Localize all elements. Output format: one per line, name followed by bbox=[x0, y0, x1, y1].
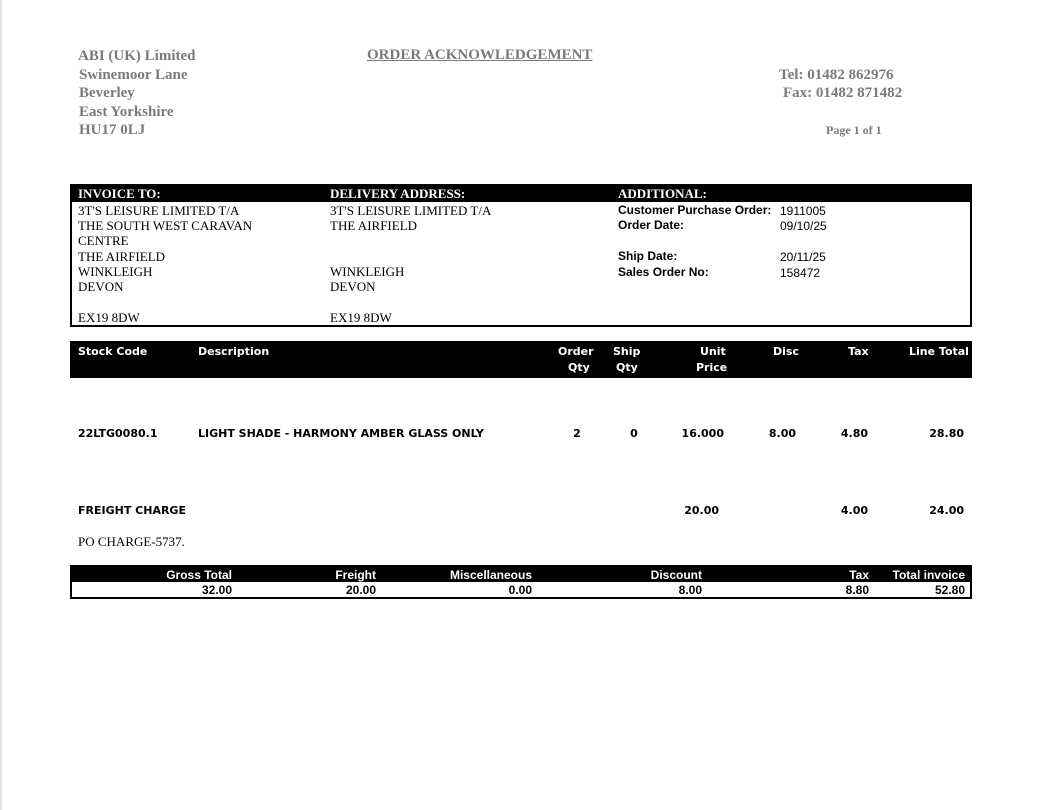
company-address-line: Swinemoor Lane bbox=[79, 67, 188, 83]
freight-total-label: Freight bbox=[335, 568, 376, 582]
address-box bbox=[70, 184, 972, 327]
tax-total-value: 8.80 bbox=[845, 583, 869, 597]
total-invoice-value: 52.80 bbox=[934, 583, 965, 597]
discount-label: Discount bbox=[650, 568, 702, 582]
item-ship-qty: 0 bbox=[630, 427, 638, 440]
address-header-band bbox=[72, 186, 970, 202]
invoice-address-line: WINKLEIGH bbox=[78, 264, 153, 279]
document-title: ORDER ACKNOWLEDGEMENT bbox=[367, 47, 593, 63]
item-disc: 8.00 bbox=[768, 427, 796, 440]
page-number: Page 1 of 1 bbox=[826, 123, 882, 137]
freight-tax: 4.00 bbox=[840, 504, 868, 517]
delivery-address-line: 3T'S LEISURE LIMITED T/A bbox=[330, 203, 492, 218]
company-tel: Tel: 01482 862976 bbox=[779, 67, 894, 83]
items-table-header bbox=[70, 341, 972, 378]
col-unit-price: Price bbox=[696, 361, 728, 374]
company-address-line: Beverley bbox=[79, 85, 135, 101]
company-address-line: East Yorkshire bbox=[79, 104, 174, 120]
item-tax: 4.80 bbox=[840, 427, 868, 440]
item-line-total: 28.80 bbox=[929, 427, 964, 440]
col-stock-code: Stock Code bbox=[78, 345, 148, 358]
col-line-total: Line Total bbox=[909, 345, 969, 358]
customer-po-label: Customer Purchase Order: bbox=[618, 203, 772, 217]
invoice-address-line: CENTRE bbox=[78, 233, 129, 248]
item-stock-code: 22LTG0080.1 bbox=[78, 427, 158, 440]
freight-line-total: 24.00 bbox=[929, 504, 964, 517]
order-date-label: Order Date: bbox=[618, 218, 685, 232]
delivery-address-line: DEVON bbox=[330, 279, 376, 294]
invoice-address-line: DEVON bbox=[78, 279, 124, 294]
col-disc: Disc bbox=[773, 345, 799, 358]
page-edge bbox=[0, 0, 2, 810]
col-order-qty: Order bbox=[558, 345, 594, 358]
invoice-address-line: 3T'S LEISURE LIMITED T/A bbox=[78, 203, 240, 218]
company-postcode: HU17 0LJ bbox=[79, 122, 146, 138]
delivery-address-label: DELIVERY ADDRESS: bbox=[330, 186, 466, 201]
delivery-address-line: WINKLEIGH bbox=[330, 264, 405, 279]
ship-date-label: Ship Date: bbox=[618, 249, 678, 263]
gross-total-value: 32.00 bbox=[201, 583, 232, 597]
misc-label: Miscellaneous bbox=[449, 568, 532, 582]
col-description: Description bbox=[198, 345, 270, 358]
freight-unit-price: 20.00 bbox=[684, 504, 719, 517]
sales-order-label: Sales Order No: bbox=[618, 265, 709, 279]
col-ship-qty: Qty bbox=[616, 361, 638, 374]
po-charge-note: PO CHARGE-5737. bbox=[78, 534, 185, 549]
tax-total-label: Tax bbox=[849, 568, 869, 582]
company-name: ABI (UK) Limited bbox=[78, 48, 196, 64]
additional-label: ADDITIONAL: bbox=[618, 186, 707, 201]
invoice-to-label: INVOICE TO: bbox=[78, 186, 161, 201]
col-order-qty: Qty bbox=[568, 361, 590, 374]
customer-po-value: 1911005 bbox=[780, 204, 826, 218]
delivery-postcode: EX19 8DW bbox=[330, 310, 392, 325]
totals-box bbox=[70, 565, 972, 599]
order-date-value: 09/10/25 bbox=[780, 219, 827, 233]
discount-value: 8.00 bbox=[678, 583, 702, 597]
gross-total-label: Gross Total bbox=[166, 568, 232, 582]
freight-total-value: 20.00 bbox=[345, 583, 376, 597]
ship-date-value: 20/11/25 bbox=[780, 250, 826, 264]
col-unit-price: Unit bbox=[700, 345, 726, 358]
invoice-postcode: EX19 8DW bbox=[78, 310, 140, 325]
company-fax: Fax: 01482 871482 bbox=[783, 85, 903, 101]
item-order-qty: 2 bbox=[573, 427, 581, 440]
delivery-address-line: THE AIRFIELD bbox=[330, 218, 418, 233]
item-description: LIGHT SHADE - HARMONY AMBER GLASS ONLY bbox=[198, 427, 484, 440]
total-invoice-label: Total invoice bbox=[892, 568, 965, 582]
col-ship-qty: Ship bbox=[613, 345, 641, 358]
freight-label: FREIGHT CHARGE bbox=[78, 504, 186, 517]
invoice-address-line: THE AIRFIELD bbox=[78, 249, 166, 264]
item-unit-price: 16.000 bbox=[681, 427, 724, 440]
col-tax: Tax bbox=[848, 345, 869, 358]
sales-order-value: 158472 bbox=[780, 266, 821, 280]
invoice-address-line: THE SOUTH WEST CARAVAN bbox=[78, 218, 253, 233]
misc-value: 0.00 bbox=[508, 583, 532, 597]
